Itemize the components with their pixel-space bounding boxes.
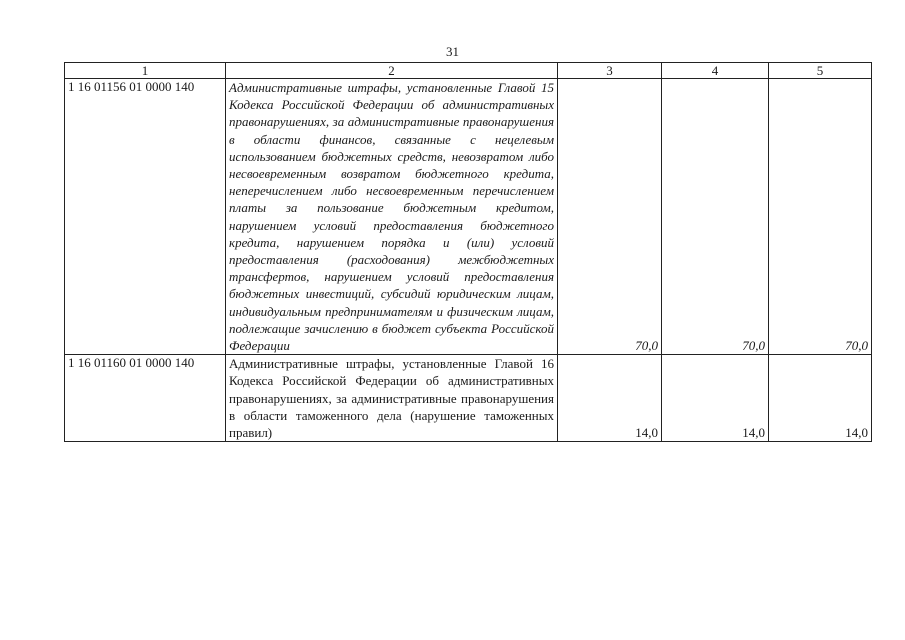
row-value-col-4: 70,0 [662, 79, 769, 355]
header-row [65, 63, 872, 79]
row-value-col-3: 70,0 [558, 79, 662, 355]
row-value-col-5: 70,0 [769, 79, 872, 355]
table-row [65, 79, 872, 355]
row-value-col-4: 14,0 [662, 355, 769, 442]
row-value-col-5: 14,0 [769, 355, 872, 442]
header-col-5: 5 [769, 63, 872, 79]
row-description: Административные штрафы, установленные Главой 16 Кодекса Российской Федерации об административных правонарушениях, за административные правонарушения в области таможенного дела (нарушение таможенных правил) [226, 355, 558, 442]
row-value-col-3: 14,0 [558, 355, 662, 442]
row-code: 1 16 01156 01 0000 140 [65, 79, 226, 355]
header-col-4: 4 [662, 63, 769, 79]
budget-table [64, 62, 872, 442]
header-col-3: 3 [558, 63, 662, 79]
table-row [65, 355, 872, 442]
header-col-2: 2 [226, 63, 558, 79]
row-code: 1 16 01160 01 0000 140 [65, 355, 226, 442]
page-number: 31 [446, 44, 459, 59]
header-col-1: 1 [65, 63, 226, 79]
row-description: Административные штрафы, установленные Главой 15 Кодекса Российской Федерации об административных правонарушениях, за административные правонарушения в области финансов, связанные с нецелевым использованием бюджетных средств, невозвратом либо несвоевременным возвратом бюджетного кредита, неперечислением либо несвоевременным перечислением платы за пользование бюджетным кредитом, нарушением условий предоставления бюджетного кредита, нарушением порядка и (или) условий предоставления (расходования) межбюджетных трансфертов, нарушением условий предоставления бюджетных инвестиций, субсидий юридическим лицам, индивидуальным предпринимателям и физическим лицам, подлежащие зачислению в бюджет субъекта Российской Федерации [226, 79, 558, 355]
